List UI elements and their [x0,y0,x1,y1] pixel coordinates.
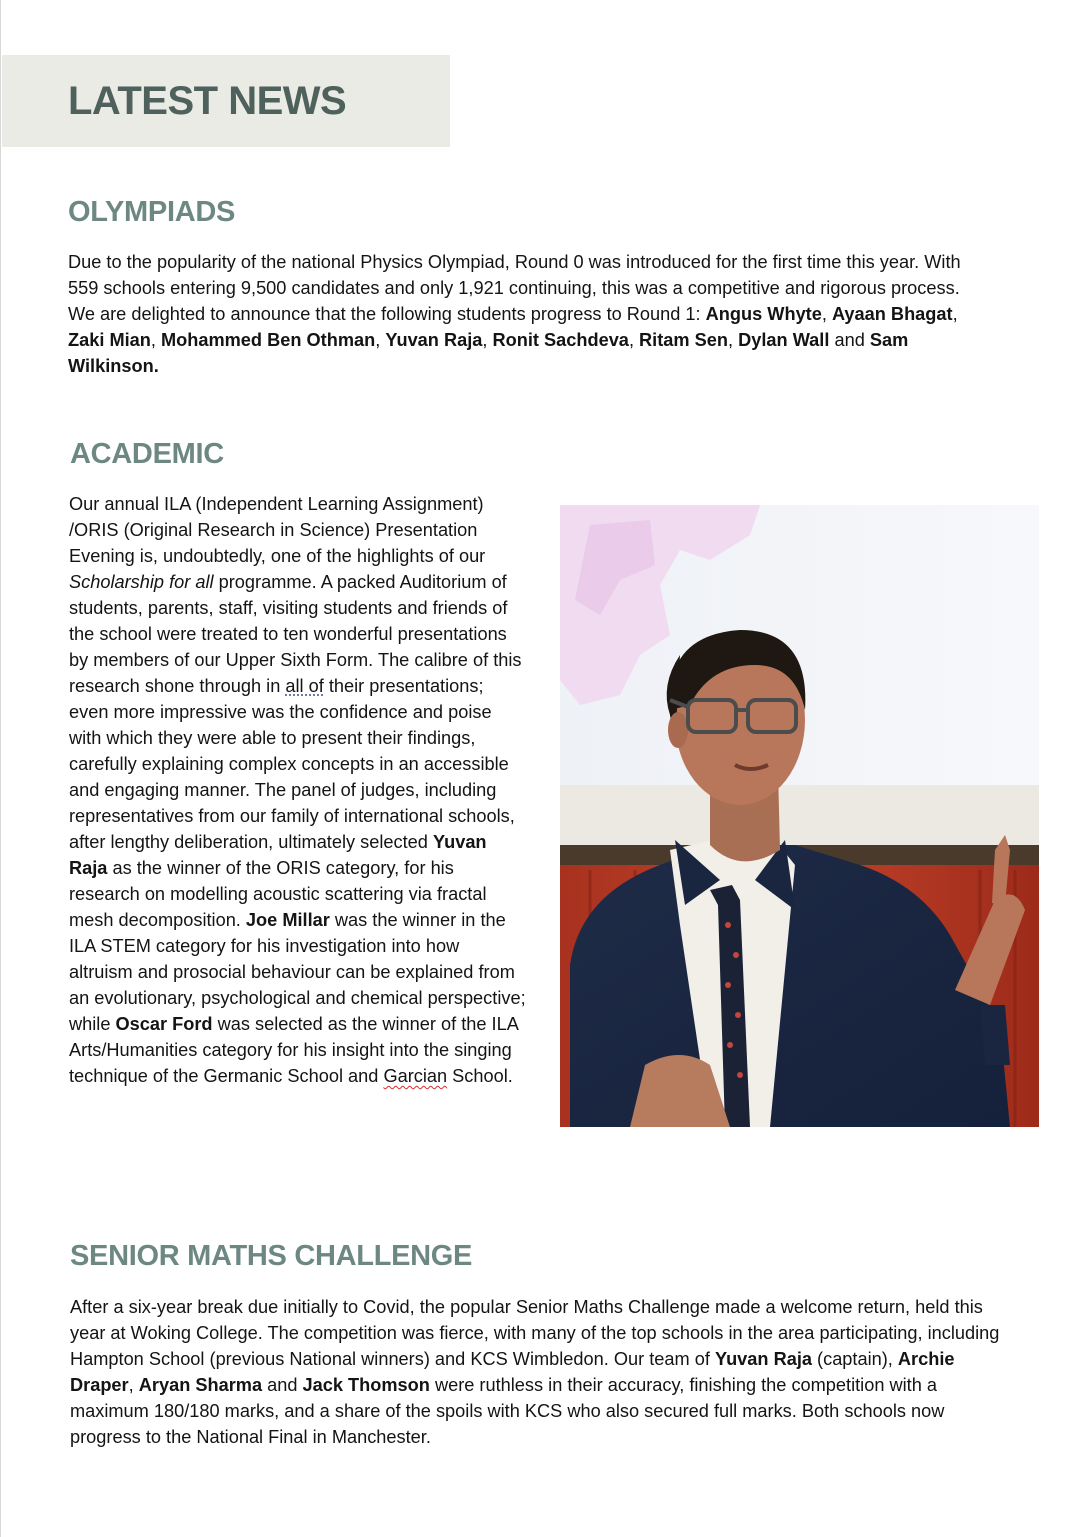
student-name: Ayaan Bhagat [831,304,953,324]
spelling-flag: Garcian [383,1066,448,1086]
student-name: Angus Whyte [705,304,822,324]
winner-name: Yuvan Raja [69,832,487,878]
grammar-flag: all of [285,676,324,696]
maths-paragraph [70,1294,1005,1450]
team-member: Archie Draper [70,1349,955,1395]
academic-text: was selected as the winner of the ILA Arts/Humanities category for his insight into the singing technique of the Germanic School and [69,1014,518,1086]
academic-text: School. [447,1066,513,1086]
olympiads-heading: OLYMPIADS [68,196,236,228]
maths-text: After a six-year break due initially to Covid, the popular Senior Maths Challenge made a welcome return, held this year at Woking College. The competition was fierce, with many of the top schools in the area participating, including Hampton School (previous National winners) and KCS Wimbledon. Our team of [70,1297,1000,1369]
maths-heading: SENIOR MATHS CHALLENGE [70,1240,473,1272]
academic-text: as the winner of the ORIS category, for his research on modelling acoustic scattering via fractal mesh decomposition. [69,858,487,930]
page-title: LATEST NEWS [68,79,347,123]
academic-heading: ACADEMIC [70,438,224,470]
student-name: Sam Wilkinson. [68,330,909,376]
student-name: Zaki Mian [68,330,151,350]
student-name: Ronit Sachdeva [492,330,629,350]
student-name: Yuvan Raja [385,330,483,350]
academic-text: was the winner in the ILA STEM category for his investigation into how altruism and prosocial behaviour can be explained from an evolutionary, psychological and chemical perspective; while [69,910,526,1034]
student-name: Mohammed Ben Othman [160,330,376,350]
olympiads-paragraph: Due to the popularity of the national Physics Olympiad, Round 0 was introduced for the first time this year. With 559 schools entering 9,500 candidates and only 1,921 continuing, this was a competitive and rigorous process. We are delighted to announce that the following students progress to Round 1: Angus Whyte, Ayaan Bhagat, Zaki Mian, Mohammed Ben Othman, Yuvan Raja, Ronit Sachdeva, Ritam Sen, Dylan Wall and Sam Wilkinson. [68,252,961,376]
team-member: Aryan Sharma [138,1375,263,1395]
olympiads-body: Due to the popularity of the national Physics Olympiad, Round 0 was introduced for the first time this year. With 559 schools entering 9,500 candidates and only 1,921 continuing, this was a competitive and rigorous process. We are delighted to announce that the following students progress to Round 1: [68,252,961,324]
separator: , [128,1375,139,1395]
student-presenting-photo [560,505,1039,1127]
academic-text: their presentations; even more impressive was the confidence and poise with which they were able to present their findings, carefully explaining complex concepts in an accessible and engaging manner. The panel of judges, including representatives from our family of international schools, after lengthy deliberation, ultimately selected [69,676,515,852]
winner-name: Oscar Ford [115,1014,213,1034]
student-name: Ritam Sen [639,330,728,350]
team-member: Yuvan Raja [714,1349,812,1369]
header-banner [2,55,450,147]
academic-text: programme. A packed Auditorium of students, parents, staff, visiting students and friends of the school were treated to ten wonderful presentations by members of our Upper Sixth Form. The calibre of this research shone through in [69,572,522,696]
team-member: Jack Thomson [302,1375,430,1395]
maths-text: were ruthless in their accuracy, finishing the competition with a maximum 180/180 marks, and a share of the spoils with KCS who also secured full marks. Both schools now progress to the National Final in Manchester. [70,1375,945,1447]
programme-name: Scholarship for all [69,572,214,592]
and-word: and [262,1375,303,1395]
page-edge [0,0,1,1537]
student-name: Dylan Wall [738,330,830,350]
academic-paragraph [69,491,527,1089]
academic-text: Our annual ILA (Independent Learning Assignment) /ORIS (Original Research in Science) Presentation Evening is, undoubtedly, one of the highlights of our [69,494,486,566]
winner-name: Joe Millar [245,910,330,930]
and-word: and [834,330,865,350]
captain-note: (captain), [811,1349,898,1369]
